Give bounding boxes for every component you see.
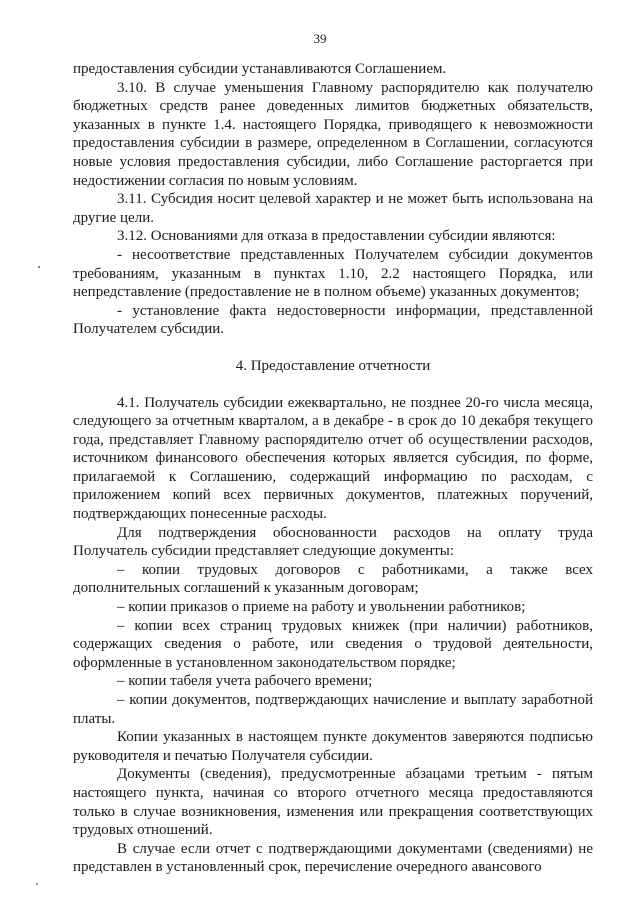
paragraph-documents-schedule: Документы (сведения), предусмотренные абзацами третьим - пятым настоящего пункта, начиная со второго отчетного месяца предоставляются только в случае возникновения, изменения или прекращения соответствующих трудовых отношений. (73, 766, 593, 839)
document-list-item: – копии табеля учета рабочего времени; (117, 673, 373, 690)
document-body (73, 60, 593, 877)
refusal-ground-item: - несоответствие представленных Получателем субсидии документов требованиям, указанным в пунктах 1.10, 2.2 настоящего Порядка, или непредставление (предоставление не в полном объеме) указанных документов; (73, 246, 593, 301)
document-list-item: – копии всех страниц трудовых книжек (при наличии) работников, содержащих сведения о работе, или сведения о трудовой деятельности, оформленные в установленном законодательством порядке; (73, 617, 593, 671)
paragraph-3-12: 3.12. Основаниями для отказа в предоставлении субсидии являются: (117, 228, 556, 245)
document-list-item: – копии документов, подтверждающих начисление и выплату заработной платы. (73, 692, 593, 727)
page-number: 39 (313, 31, 327, 46)
margin-speck (36, 883, 38, 885)
paragraph-payroll-docs: Для подтверждения обоснованности расходов на оплату труда Получатель субсидии представляет следующие документы: (73, 524, 593, 560)
paragraph-continuation: предоставления субсидии устанавливаются Соглашением. (73, 61, 447, 77)
paragraph-certification: Копии указанных в настоящем пункте документов заверяются подписью руководителя и печатью Получателя субсидии. (73, 729, 593, 764)
paragraph-3-11: 3.11. Субсидия носит целевой характер и не может быть использована на другие цели. (73, 191, 593, 226)
document-list-item: – копии трудовых договоров с работниками, а также всех дополнительных соглашений к указанным договорам; (73, 561, 593, 597)
document-list-item: – копии приказов о приеме на работу и увольнении работников; (117, 599, 526, 616)
section-heading: 4. Предоставление отчетности (235, 357, 431, 374)
paragraph-3-10: 3.10. В случае уменьшения Главному распорядителю как получателю бюджетных средств ранее доведенных лимитов бюджетных обязательств, указанных в пункте 1.4. настоящего Порядка, приводящего к невозможности предоставления субсидии в размере, определенном в Соглашении, согласуются новые условия предоставления субсидии, либо Соглашение расторгается при недостижении согласия по новым условиям. (73, 79, 593, 189)
refusal-ground-item: - установление факта недостоверности информации, представленной Получателем субсидии. (73, 302, 593, 338)
paragraph-late-report: В случае если отчет с подтверждающими документами (сведениями) не представлен в установленный срок, перечисление очередного авансового (73, 840, 593, 876)
margin-speck (38, 266, 40, 268)
paragraph-4-1: 4.1. Получатель субсидии ежеквартально, не позднее 20-го числа месяца, следующего за отчетным кварталом, а в декабре - в срок до 10 декабря текущего года, представляет Главному распорядителю отчет об осуществлении расходов, источником финансового обеспечения которых является субсидия, по форме, прилагаемой к Соглашению, содержащий информацию по расходам, с приложением копий всех первичных документов, платежных поручений, подтверждающих понесенные расходы. (73, 394, 593, 523)
